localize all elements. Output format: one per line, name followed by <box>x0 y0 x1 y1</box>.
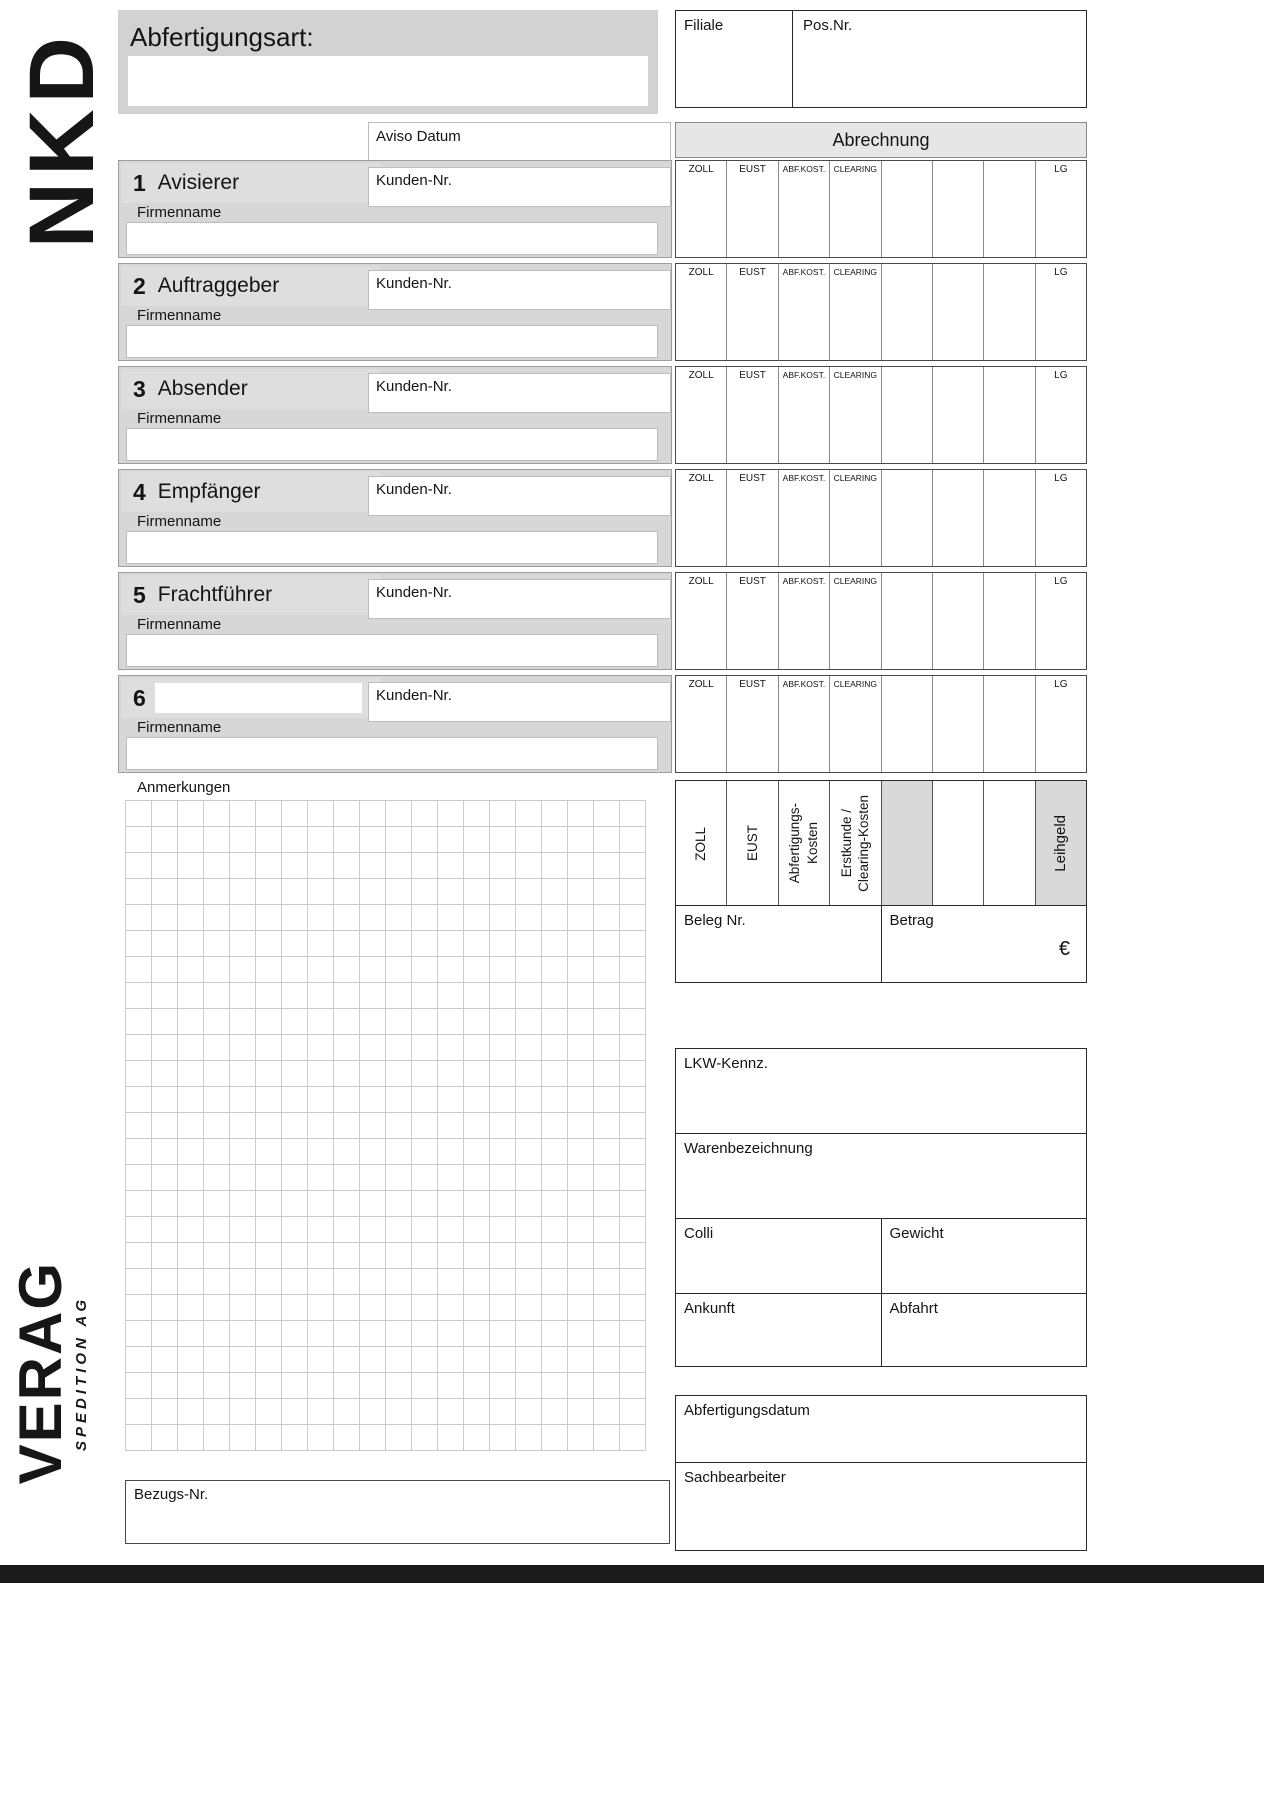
abr-cell-blank[interactable] <box>984 161 1035 257</box>
firmenname-label: Firmenname <box>137 204 222 221</box>
sachbearbeiter-field[interactable] <box>676 1462 1086 1550</box>
abr-cell-abfkost[interactable] <box>779 367 830 463</box>
firmenname-input[interactable] <box>126 634 658 667</box>
footer-cell-zoll <box>676 781 727 906</box>
firmenname-input[interactable] <box>126 428 658 461</box>
abfertigungsdatum-label: Abfertigungsdatum <box>684 1402 810 1419</box>
party-name-strip <box>121 163 381 203</box>
col-header-zoll: ZOLL <box>688 679 714 690</box>
footer-cell-blank <box>984 781 1035 906</box>
abr-cell-abfkost[interactable] <box>779 470 830 566</box>
abr-cell-clearing[interactable] <box>830 367 881 463</box>
abfertigungsart-input[interactable] <box>128 56 648 106</box>
abr-cell-blank[interactable] <box>984 470 1035 566</box>
kunden-nr-field[interactable] <box>368 373 671 413</box>
colli-label: Colli <box>684 1225 714 1242</box>
abr-cell-clearing[interactable] <box>830 161 881 257</box>
abrechnung-row-4 <box>675 469 1087 567</box>
beleg-nr-label: Beleg Nr. <box>684 912 746 929</box>
ankunft-abfahrt-row <box>676 1293 1086 1366</box>
party-section-empfaenger <box>118 469 672 567</box>
firmenname-input[interactable] <box>126 325 658 358</box>
abr-cell-blank[interactable] <box>882 470 933 566</box>
anmerkungen-grid[interactable] <box>125 800 646 1451</box>
filiale-field[interactable] <box>676 11 793 107</box>
party-name: Absender <box>157 377 248 400</box>
abr-cell-blank[interactable] <box>882 367 933 463</box>
abrechnung-title: Abrechnung <box>832 129 930 150</box>
col-header-abfkost: ABF.KOST. <box>782 679 826 689</box>
firmenname-label: Firmenname <box>137 307 222 324</box>
party-number: 6 <box>133 684 146 711</box>
party-name: Frachtführer <box>157 583 273 606</box>
abr-cell-zoll[interactable] <box>676 573 727 669</box>
warenbezeichnung-field[interactable] <box>676 1133 1086 1218</box>
abr-cell-clearing[interactable] <box>830 470 881 566</box>
abfertigungsdatum-field[interactable] <box>676 1396 1086 1462</box>
footer-bar <box>0 1565 1264 1583</box>
col-header-abfkost: ABF.KOST. <box>782 370 826 380</box>
abr-cell-blank[interactable] <box>882 264 933 360</box>
abr-cell-blank[interactable] <box>882 161 933 257</box>
abr-cell-abfkost[interactable] <box>779 264 830 360</box>
sachbearbeiter-label: Sachbearbeiter <box>684 1469 786 1486</box>
lkw-kennz-field[interactable] <box>676 1049 1086 1133</box>
abrechnung-row-3 <box>675 366 1087 464</box>
ankunft-label: Ankunft <box>684 1300 735 1317</box>
abr-cell-zoll[interactable] <box>676 367 727 463</box>
abrechnung-header <box>675 122 1087 158</box>
abfertigungsart-label: Abfertigungsart: <box>130 22 314 52</box>
party-section-absender <box>118 366 672 464</box>
betrag-label: Betrag <box>889 912 934 929</box>
abr-cell-blank[interactable] <box>933 573 984 669</box>
abr-cell-blank[interactable] <box>882 573 933 669</box>
abr-cell-blank[interactable] <box>933 676 984 772</box>
shipment-box <box>675 1048 1087 1367</box>
party-number: 4 <box>133 478 146 505</box>
abfertigungsart-block <box>118 10 658 114</box>
col-header-lg: LG <box>1054 370 1068 381</box>
kunden-nr-label: Kunden-Nr. <box>376 687 452 704</box>
col-header-eust: EUST <box>739 679 766 690</box>
party-section-6 <box>118 675 672 773</box>
ankunft-field[interactable] <box>676 1294 882 1366</box>
col-header-clearing: CLEARING <box>833 576 878 586</box>
abr-cell-clearing[interactable] <box>830 264 881 360</box>
party-section-auftraggeber <box>118 263 672 361</box>
abr-cell-eust[interactable] <box>727 264 778 360</box>
kunden-nr-field[interactable] <box>368 579 671 619</box>
col-header-abfkost: ABF.KOST. <box>782 164 826 174</box>
abrechnung-row-6 <box>675 675 1087 773</box>
party-name: Empfänger <box>157 480 261 503</box>
party-name-strip <box>121 472 381 512</box>
abrechnung-row-2 <box>675 263 1087 361</box>
abr-cell-lg[interactable] <box>1036 676 1086 772</box>
abr-cell-lg[interactable] <box>1036 161 1086 257</box>
abr-cell-zoll[interactable] <box>676 161 727 257</box>
clearingkosten-vertical-label-line2: Clearing-Kosten <box>856 795 872 892</box>
abr-cell-eust[interactable] <box>727 573 778 669</box>
nkd-logo <box>12 22 112 257</box>
firmenname-input[interactable] <box>126 222 658 255</box>
party-section-frachtfuehrer <box>118 572 672 670</box>
footer-cell-abfkosten <box>779 781 830 906</box>
kunden-nr-label: Kunden-Nr. <box>376 275 452 292</box>
bezugs-nr-field[interactable] <box>125 1480 670 1544</box>
eust-vertical-label: EUST <box>744 825 760 862</box>
col-header-zoll: ZOLL <box>688 164 714 175</box>
firmenname-label: Firmenname <box>137 410 222 427</box>
abr-cell-abfkost[interactable] <box>779 676 830 772</box>
column-footer-labels <box>675 780 1087 907</box>
abr-cell-blank[interactable] <box>933 367 984 463</box>
abfertigungskosten-vertical-label-line2: Kosten <box>804 822 820 865</box>
anmerkungen-label: Anmerkungen <box>137 779 231 796</box>
colli-field[interactable] <box>676 1219 882 1293</box>
party-name-strip <box>121 575 381 615</box>
party-name-input[interactable] <box>155 683 362 713</box>
abr-cell-blank[interactable] <box>882 676 933 772</box>
col-header-zoll: ZOLL <box>688 473 714 484</box>
party-section-avisierer <box>118 160 672 258</box>
leihgeld-vertical-label: Leihgeld <box>1052 815 1070 872</box>
abr-cell-blank[interactable] <box>984 264 1035 360</box>
abr-cell-eust[interactable] <box>727 676 778 772</box>
col-header-eust: EUST <box>739 164 766 175</box>
bezugs-nr-label: Bezugs-Nr. <box>134 1486 209 1503</box>
kunden-nr-label: Kunden-Nr. <box>376 481 452 498</box>
beleg-nr-field[interactable] <box>676 906 882 982</box>
abfahrt-field[interactable] <box>882 1294 1087 1366</box>
lkw-kennz-label: LKW-Kennz. <box>684 1055 768 1072</box>
col-header-eust: EUST <box>739 370 766 381</box>
abr-cell-lg[interactable] <box>1036 367 1086 463</box>
col-header-clearing: CLEARING <box>833 164 878 174</box>
abr-cell-blank[interactable] <box>984 367 1035 463</box>
firmenname-label: Firmenname <box>137 513 222 530</box>
abr-cell-abfkost[interactable] <box>779 161 830 257</box>
footer-cell-leihgeld <box>1036 781 1086 906</box>
processing-box <box>675 1395 1087 1551</box>
abr-cell-clearing[interactable] <box>830 676 881 772</box>
abfahrt-label: Abfahrt <box>889 1300 938 1317</box>
abr-cell-blank[interactable] <box>984 676 1035 772</box>
euro-symbol: € <box>1058 938 1070 960</box>
warenbezeichnung-label: Warenbezeichnung <box>684 1140 813 1157</box>
kunden-nr-label: Kunden-Nr. <box>376 378 452 395</box>
col-header-zoll: ZOLL <box>688 370 714 381</box>
verag-logo <box>7 1212 90 1534</box>
abfertigungskosten-vertical-label-line1: Abfertigungs- <box>787 803 803 884</box>
kunden-nr-field[interactable] <box>368 270 671 310</box>
col-header-clearing: CLEARING <box>833 679 878 689</box>
abr-cell-zoll[interactable] <box>676 676 727 772</box>
firmenname-label: Firmenname <box>137 719 222 736</box>
footer-cell-clearingkosten <box>830 781 881 906</box>
col-header-lg: LG <box>1054 267 1068 278</box>
party-name: Avisierer <box>157 171 240 194</box>
party-number: 2 <box>133 272 146 299</box>
abr-cell-eust[interactable] <box>727 161 778 257</box>
col-header-abfkost: ABF.KOST. <box>782 267 826 277</box>
party-number: 5 <box>133 581 146 608</box>
footer-cell-blank <box>933 781 984 906</box>
abr-cell-lg[interactable] <box>1036 470 1086 566</box>
col-header-clearing: CLEARING <box>833 473 878 483</box>
aviso-datum-label: Aviso Datum <box>376 128 461 145</box>
kunden-nr-label: Kunden-Nr. <box>376 584 452 601</box>
billing-box <box>675 905 1087 983</box>
abr-cell-zoll[interactable] <box>676 470 727 566</box>
betrag-field[interactable] <box>882 906 1087 982</box>
col-header-clearing: CLEARING <box>833 370 878 380</box>
party-number: 3 <box>133 375 146 402</box>
col-header-abfkost: ABF.KOST. <box>782 473 826 483</box>
col-header-eust: EUST <box>739 267 766 278</box>
abr-cell-clearing[interactable] <box>830 573 881 669</box>
footer-cell-eust <box>727 781 778 906</box>
gewicht-field[interactable] <box>882 1219 1087 1293</box>
clearingkosten-vertical-label-line1: Erstkunde / <box>838 809 854 878</box>
col-header-lg: LG <box>1054 473 1068 484</box>
gewicht-label: Gewicht <box>889 1225 944 1242</box>
col-header-lg: LG <box>1054 164 1068 175</box>
col-header-eust: EUST <box>739 576 766 587</box>
zoll-vertical-label: ZOLL <box>693 826 709 861</box>
pos-nr-field[interactable] <box>793 11 1086 107</box>
abr-cell-eust[interactable] <box>727 367 778 463</box>
abr-cell-blank[interactable] <box>933 161 984 257</box>
firmenname-input[interactable] <box>126 531 658 564</box>
filiale-label: Filiale <box>684 17 724 34</box>
abr-cell-lg[interactable] <box>1036 264 1086 360</box>
kunden-nr-field[interactable] <box>368 167 671 207</box>
col-header-zoll: ZOLL <box>688 267 714 278</box>
abr-cell-blank[interactable] <box>984 573 1035 669</box>
party-name: Auftraggeber <box>157 274 280 297</box>
verag-logo-text: VERAG <box>7 1261 74 1485</box>
abr-cell-zoll[interactable] <box>676 264 727 360</box>
party-name-strip <box>121 266 381 306</box>
nkd-logo-text: NKD <box>10 30 113 249</box>
kunden-nr-field[interactable] <box>368 682 671 722</box>
abr-cell-blank[interactable] <box>933 264 984 360</box>
abr-cell-blank[interactable] <box>933 470 984 566</box>
abrechnung-row-5 <box>675 572 1087 670</box>
col-header-eust: EUST <box>739 473 766 484</box>
abr-cell-eust[interactable] <box>727 470 778 566</box>
abr-cell-abfkost[interactable] <box>779 573 830 669</box>
party-number: 1 <box>133 169 146 196</box>
col-header-lg: LG <box>1054 576 1068 587</box>
filiale-posnr-box <box>675 10 1087 108</box>
abrechnung-row-1 <box>675 160 1087 258</box>
col-header-clearing: CLEARING <box>833 267 878 277</box>
col-header-lg: LG <box>1054 679 1068 690</box>
abr-cell-lg[interactable] <box>1036 573 1086 669</box>
footer-cell-shaded <box>882 781 933 906</box>
pos-nr-label: Pos.Nr. <box>803 17 853 34</box>
firmenname-input[interactable] <box>126 737 658 770</box>
party-name-strip <box>121 369 381 409</box>
colli-gewicht-row <box>676 1218 1086 1293</box>
col-header-zoll: ZOLL <box>688 576 714 587</box>
kunden-nr-field[interactable] <box>368 476 671 516</box>
kunden-nr-label: Kunden-Nr. <box>376 172 452 189</box>
verag-logo-subtext: SPEDITION AG <box>73 1295 90 1451</box>
col-header-abfkost: ABF.KOST. <box>782 576 826 586</box>
firmenname-label: Firmenname <box>137 616 222 633</box>
